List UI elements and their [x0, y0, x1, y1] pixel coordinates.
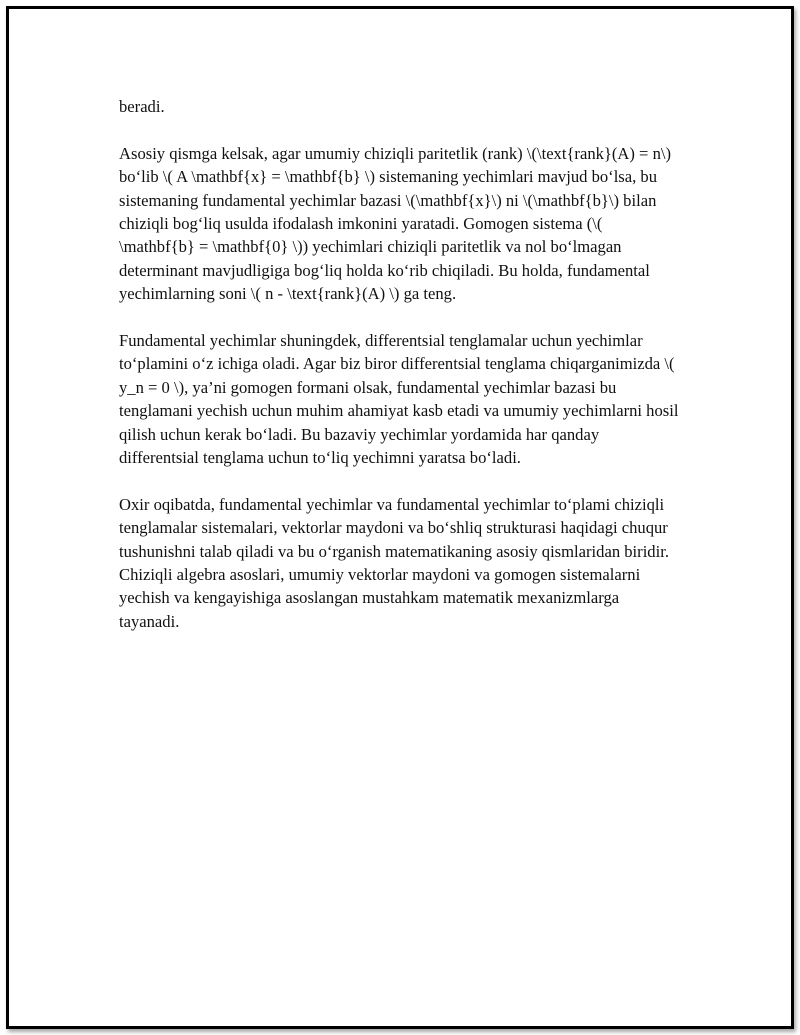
- document-page: [6, 6, 794, 1029]
- document-body: [119, 95, 679, 657]
- paragraph-continuation: beradi.: [119, 97, 165, 116]
- paragraph-rank-basis: Asosiy qismga kelsak, agar umumiy chiziqli paritetlik (rank) \(\text{rank}(A) = n\) bo‘lib \( A \mathbf{x} = \mathbf{b} \) sistemaning yechimlari mavjud bo‘lsa, bu sistemaning fundamental yechimlar bazasi \(\mathbf{x}\) ni \(\mathbf{b}\) bilan chiziqli bog‘liq usulda ifodalash imkonini yaratadi. Gomogen sistema (\( \mathbf{b} = \mathbf{0} \)) yechimlari chiziqli paritetlik va nol bo‘lmagan determinant mavjudligiga bog‘liq holda ko‘rib chiqiladi. Bu holda, fundamental yechimlarning soni \( n - \text{rank}(A) \) ga teng.: [119, 143, 672, 304]
- paragraph-differential-equations: Fundamental yechimlar shuningdek, differentsial tenglamalar uchun yechimlar to‘plamini o‘z ichiga oladi. Agar biz biror differentsial tenglama chiqarganimizda \( y_n = 0 \), ya’ni gomogen formani olsak, fundamental yechimlar bazasi bu tenglamani yechish uchun muhim ahamiyat kasb etadi va umumiy yechimlarni hosil qilish uchun kerak bo‘ladi. Bu bazaviy yechimlar yordamida har qanday differentsial tenglama uchun to‘liq yechimni yaratsa bo‘ladi.: [119, 331, 679, 468]
- paragraph-conclusion: Oxir oqibatda, fundamental yechimlar va fundamental yechimlar to‘plami chiziqli tenglamalar sistemalari, vektorlar maydoni va bo‘shliq strukturasi haqidagi chuqur tushunishni talab qiladi va bu o‘rganish matematikaning asosiy qismlaridan biridir. Chiziqli algebra asoslari, umumiy vektorlar maydoni va gomogen sistemalarni yechish va kengayishiga asoslangan mustahkam matematik mexanizmlarga tayanadi.: [119, 494, 669, 631]
